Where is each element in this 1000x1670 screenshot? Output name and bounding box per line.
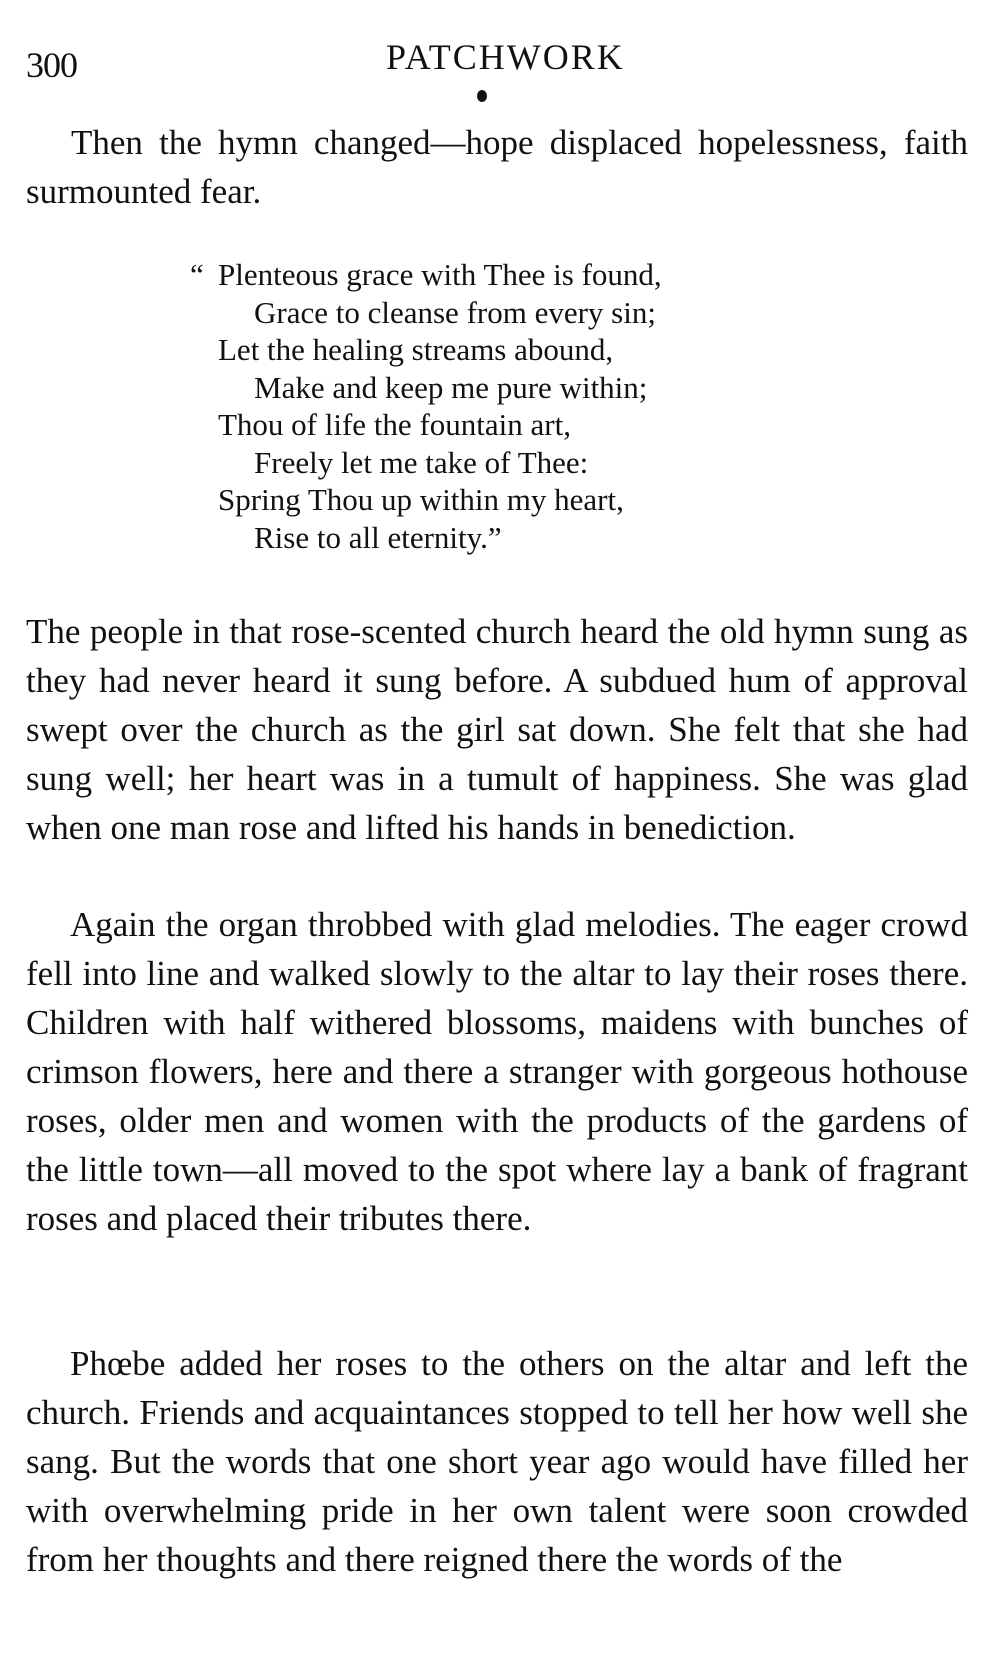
paragraph-phoebe-roses: Phœbe added her roses to the others on the altar and left the church. Friends and acquaintances stopped to tell her how well she sang. But the words that one short year ago would have filled her with overwhelming pride in her own talent were soon crowded from her thoughts and there reigned there the words of the: [26, 1344, 968, 1579]
paragraph-organ-throbbed: Again the organ throbbed with glad melodies. The eager crowd fell into line and walked slowly to the altar to lay their roses there. Children with half withered blossoms, maidens with bunches of crimson flowers, here and there a stranger with gorgeous hothouse roses, older men and women with the products of the gardens of the little town—all moved to the spot where lay a bank of fragrant roses and placed their tributes there.: [26, 905, 968, 1238]
verse-line: Let the healing streams abound,: [218, 332, 614, 367]
page-number: 300: [26, 45, 77, 85]
verse-line: Freely let me take of Thee:: [254, 444, 589, 480]
verse-line: Grace to cleanse from every sin;: [254, 294, 656, 330]
verse-line: Thou of life the fountain art,: [218, 407, 571, 442]
page-header: [26, 30, 946, 85]
verse-line-text: Plenteous grace with Thee is found,: [218, 257, 662, 292]
verse-line: [188, 256, 828, 294]
verse-open-quote: “: [190, 257, 204, 292]
running-title: PATCHWORK: [386, 37, 625, 77]
verse-line: Rise to all eternity.”: [254, 519, 502, 555]
paragraph-hymn-changed: Then the hymn changed—hope displaced hopelessness, faith surmounted fear.: [26, 123, 968, 211]
ornament-dot-icon: [477, 90, 487, 102]
verse-line: Spring Thou up within my heart,: [218, 482, 624, 517]
paragraph-rose-scented-church: The people in that rose-scented church heard the old hymn sung as they had never heard it sung before. A subdued hum of approval swept over the church as the girl sat down. She felt that she had sung well; her heart was in a tumult of happiness. She was glad when one man rose and lifted his hands in benediction.: [26, 612, 968, 847]
hymn-verse: [188, 256, 828, 556]
verse-line: Make and keep me pure within;: [254, 369, 648, 405]
